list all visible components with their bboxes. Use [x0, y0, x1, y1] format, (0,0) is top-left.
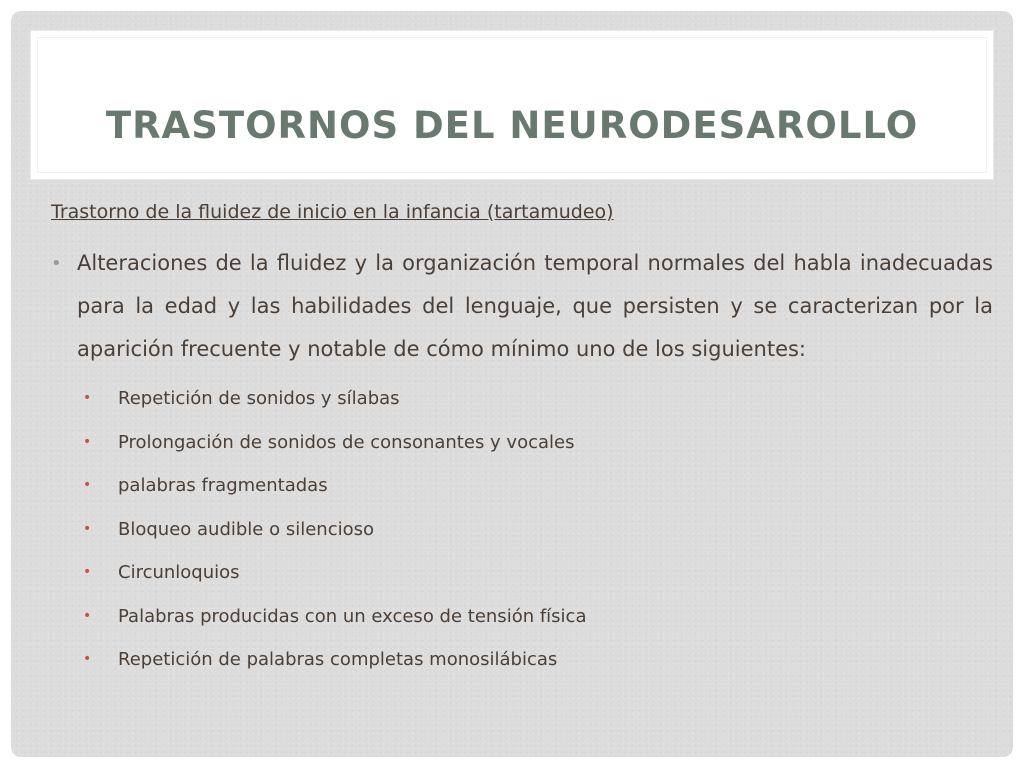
- slide: [11, 11, 1013, 757]
- slide-title: TRASTORNOS DEL NEURODESAROLLO: [105, 104, 919, 147]
- list-item-text: Repetición de sonidos y sílabas: [118, 388, 400, 409]
- list-item: [51, 595, 993, 639]
- bullet-icon: •: [51, 253, 62, 274]
- list-item-text: Circunloquios: [118, 562, 240, 583]
- bullet-icon: •: [83, 390, 92, 406]
- bullet-icon: •: [83, 564, 92, 580]
- title-box: [31, 31, 993, 179]
- main-point-text: Alteraciones de la fluidez y la organización temporal normales del habla inadecuadas para la edad y las habilidades del lenguaje, que persisten y se caracterizan por la aparición frecuente y notable de cómo mínimo uno de los siguientes:: [77, 251, 993, 361]
- list-item: [51, 638, 993, 682]
- list-item-text: palabras fragmentadas: [118, 475, 328, 496]
- bullet-icon: •: [83, 607, 92, 624]
- slide-content: [51, 198, 993, 682]
- list-item-text: Palabras producidas con un exceso de tensión física: [118, 605, 587, 627]
- list-item-text: Prolongación de sonidos de consonantes y vocales: [118, 431, 575, 453]
- subheading: Trastorno de la fluidez de inicio en la infancia (tartamudeo): [51, 201, 614, 223]
- list-item: [51, 508, 993, 552]
- bullet-icon: •: [83, 433, 92, 450]
- list-item-text: Bloqueo audible o silencioso: [118, 518, 374, 540]
- list-item: [51, 464, 993, 508]
- bullet-icon: •: [83, 651, 92, 667]
- main-bullet-point: [51, 242, 993, 371]
- list-item-text: Repetición de palabras completas monosilábicas: [118, 649, 558, 670]
- list-item: [51, 377, 993, 421]
- list-item: [51, 551, 993, 595]
- bullet-icon: •: [83, 477, 92, 493]
- bullet-icon: •: [83, 520, 92, 537]
- list-item: [51, 421, 993, 465]
- sub-bullet-list: [51, 377, 993, 682]
